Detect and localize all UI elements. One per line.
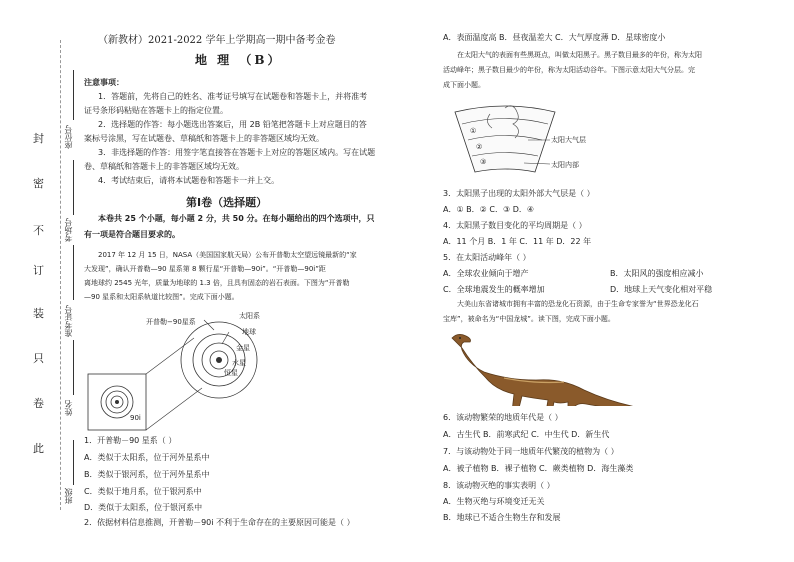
passage-line: 宝库”，被命名为“中国龙城”。读下图，完成下面小题。 <box>443 315 615 323</box>
notice-item: 4．考试结束后，请将本试题卷和答题卡一并上交。 <box>98 176 280 185</box>
section-intro: 有一项是符合题目要求的。 <box>84 230 180 239</box>
answer-option: C．全球地震发生的概率增加 <box>443 285 545 294</box>
passage-line: 2017 年 12 月 15 日，NASA（美国国家航天局）公布开普勒太空望远镜最新的“家 <box>98 251 357 259</box>
passage-line: 离地球约 2545 光年，质量为地球的 1.3 倍，且具有固态的岩石表面。下图为“开普勒 <box>84 279 350 287</box>
kepler90-label: 开普勒−90星系 <box>146 318 196 326</box>
answer-options: A．① B．② C．③ D．④ <box>443 205 535 214</box>
notice-item: 证号条形码粘贴在答题卡上的指定位置。 <box>84 106 228 115</box>
dinosaur-icon <box>444 328 654 406</box>
notice-item: 卷、草稿纸和答题卡上的非答题区域均无效。 <box>84 162 244 171</box>
passage-line: 活动峰年；黑子数目最少的年份，称为太阳活动谷年。下图示意太阳大气分层。完 <box>443 66 695 74</box>
exam-room-line <box>73 160 74 215</box>
answer-option: C．类似于地月系，位于银河系中 <box>84 487 202 496</box>
margin-char: 装 <box>33 307 44 320</box>
binding-margin <box>0 0 80 562</box>
dinosaur-figure <box>444 328 654 406</box>
notice-item: 2．选择题的作答：每小题选出答案后，用 2B 铅笔把答题卡上对应题目的答 <box>98 120 367 129</box>
earth-label: 地球 <box>242 328 256 336</box>
venus-label: 金星 <box>236 344 250 352</box>
margin-char: 密 <box>33 177 44 190</box>
solar-interior-label: 太阳内部 <box>551 161 579 169</box>
answer-option: A．类似于太阳系，位于河外星系中 <box>84 453 210 462</box>
margin-char: 订 <box>33 264 44 277</box>
answer-option: A．全球农业倾向于增产 <box>443 269 529 278</box>
subject-title: 地 理 （B） <box>195 53 283 67</box>
answer-options: A．古生代 B．前寒武纪 C．中生代 D．新生代 <box>443 430 610 439</box>
layer-label-2: ② <box>476 143 483 151</box>
notice-item: 3．非选择题的作答：用签字笔直接答在答题卡上对应的答题区域内。写在试题 <box>98 148 376 157</box>
margin-char: 只 <box>33 352 44 365</box>
answer-option: B．类似于银河系，位于河外星系中 <box>84 470 210 479</box>
answer-option: B．地球已不适合生物生存和发展 <box>443 513 561 522</box>
class-line <box>73 440 74 485</box>
question-stem: 3．太阳黑子出现的太阳外部大气层是（ ） <box>443 189 595 198</box>
section-title: 第Ⅰ卷（选择题） <box>186 196 268 209</box>
answer-option: A．生物灭绝与环境变迁无关 <box>443 497 545 506</box>
orbit-diagram <box>84 310 304 432</box>
question-stem: 7．与该动物处于同一地质年代繁茂的植物为（ ） <box>443 447 619 456</box>
admission-number-field: 准考证号 <box>64 305 73 337</box>
seat-number-line <box>73 70 74 120</box>
star-label: 恒星 <box>224 369 238 377</box>
question-stem: 1．开普勒－90 星系（ ） <box>84 436 177 445</box>
name-line <box>73 340 74 395</box>
question-stem: 8．该动物灭绝的事实表明（ ） <box>443 481 555 490</box>
notice-heading: 注意事项： <box>84 78 124 87</box>
question-stem: 2．依据材料信息推测，开普勒－90i 不利于生命存在的主要原因可能是（ ） <box>84 518 355 527</box>
passage-line: 成下面小题。 <box>443 81 485 89</box>
passage-line: —90 星系和太阳系轨道比较图”。完成下面小题。 <box>84 293 239 301</box>
binding-dash-line <box>60 40 61 510</box>
answer-option: D．地球上天气变化相对平稳 <box>610 285 713 294</box>
answer-options: A．被子植物 B．裸子植物 C．蕨类植物 D．海生藻类 <box>443 464 634 473</box>
passage-line: 大美山东省诸城市拥有丰富的恐龙化石资源，由于生命专家誉为“世界恐龙化石 <box>457 300 699 308</box>
admission-number-line <box>73 245 74 300</box>
answer-option: D．类似于太阳系，位于银河系中 <box>84 503 203 512</box>
mercury-label: 水星 <box>232 359 246 367</box>
exam-room-field: 考场号 <box>64 218 73 242</box>
solar-system-label: 太阳系 <box>239 312 260 320</box>
answer-options: A．11 个月 B．1 年 C．11 年 D．22 年 <box>443 237 592 246</box>
layer-label-3: ③ <box>480 158 487 166</box>
name-field: 姓名 <box>64 400 73 416</box>
question-stem: 4．太阳黑子数目变化的平均周期是（ ） <box>443 221 587 230</box>
layer-label-1: ① <box>470 127 477 135</box>
answer-option: B．太阳风的强度相应减小 <box>610 269 704 278</box>
exam-title: （新教材）2021-2022 学年上学期高一期中备考金卷 <box>98 35 336 46</box>
passage-line: 在太阳大气的表面有些黑斑点，叫做太阳黑子。黑子数目最多的年份，称为太阳 <box>457 51 702 59</box>
answer-options: A．表面温度高 B．昼夜温差大 C．大气厚度薄 D．星球密度小 <box>443 33 666 42</box>
margin-char: 卷 <box>33 397 44 410</box>
seat-number-field: 座位号 <box>64 125 73 149</box>
solar-atmosphere-figure <box>450 100 590 180</box>
margin-char: 封 <box>33 132 44 145</box>
question-stem: 6．该动物繁荣的地质年代是（ ） <box>443 413 563 422</box>
orbit-comparison-figure <box>84 310 304 432</box>
notice-item: 案标号涂黑，写在试题卷、草稿纸和答题卡上的非答题区域均无效。 <box>84 134 324 143</box>
solar-atmosphere-label: 太阳大气层 <box>551 136 586 144</box>
margin-char: 不 <box>33 224 44 237</box>
section-intro: 本卷共 25 个小题，每小题 2 分，共 50 分。在每小题给出的四个选项中，只 <box>98 214 375 223</box>
question-stem: 5．在太阳活动峰年（ ） <box>443 253 531 262</box>
notice-item: 1．答题前，先将自己的姓名、准考证号填写在试题卷和答题卡上，并将准考 <box>98 92 368 101</box>
passage-line: 大发现”，确认开普勒—90 星系第 8 颗行星“开普勒—90i”。“开普勒—90i”距 <box>84 265 326 273</box>
class-field: 班级 <box>64 488 73 504</box>
kepler90i-label: 90i <box>130 414 141 422</box>
margin-char: 此 <box>33 442 44 455</box>
